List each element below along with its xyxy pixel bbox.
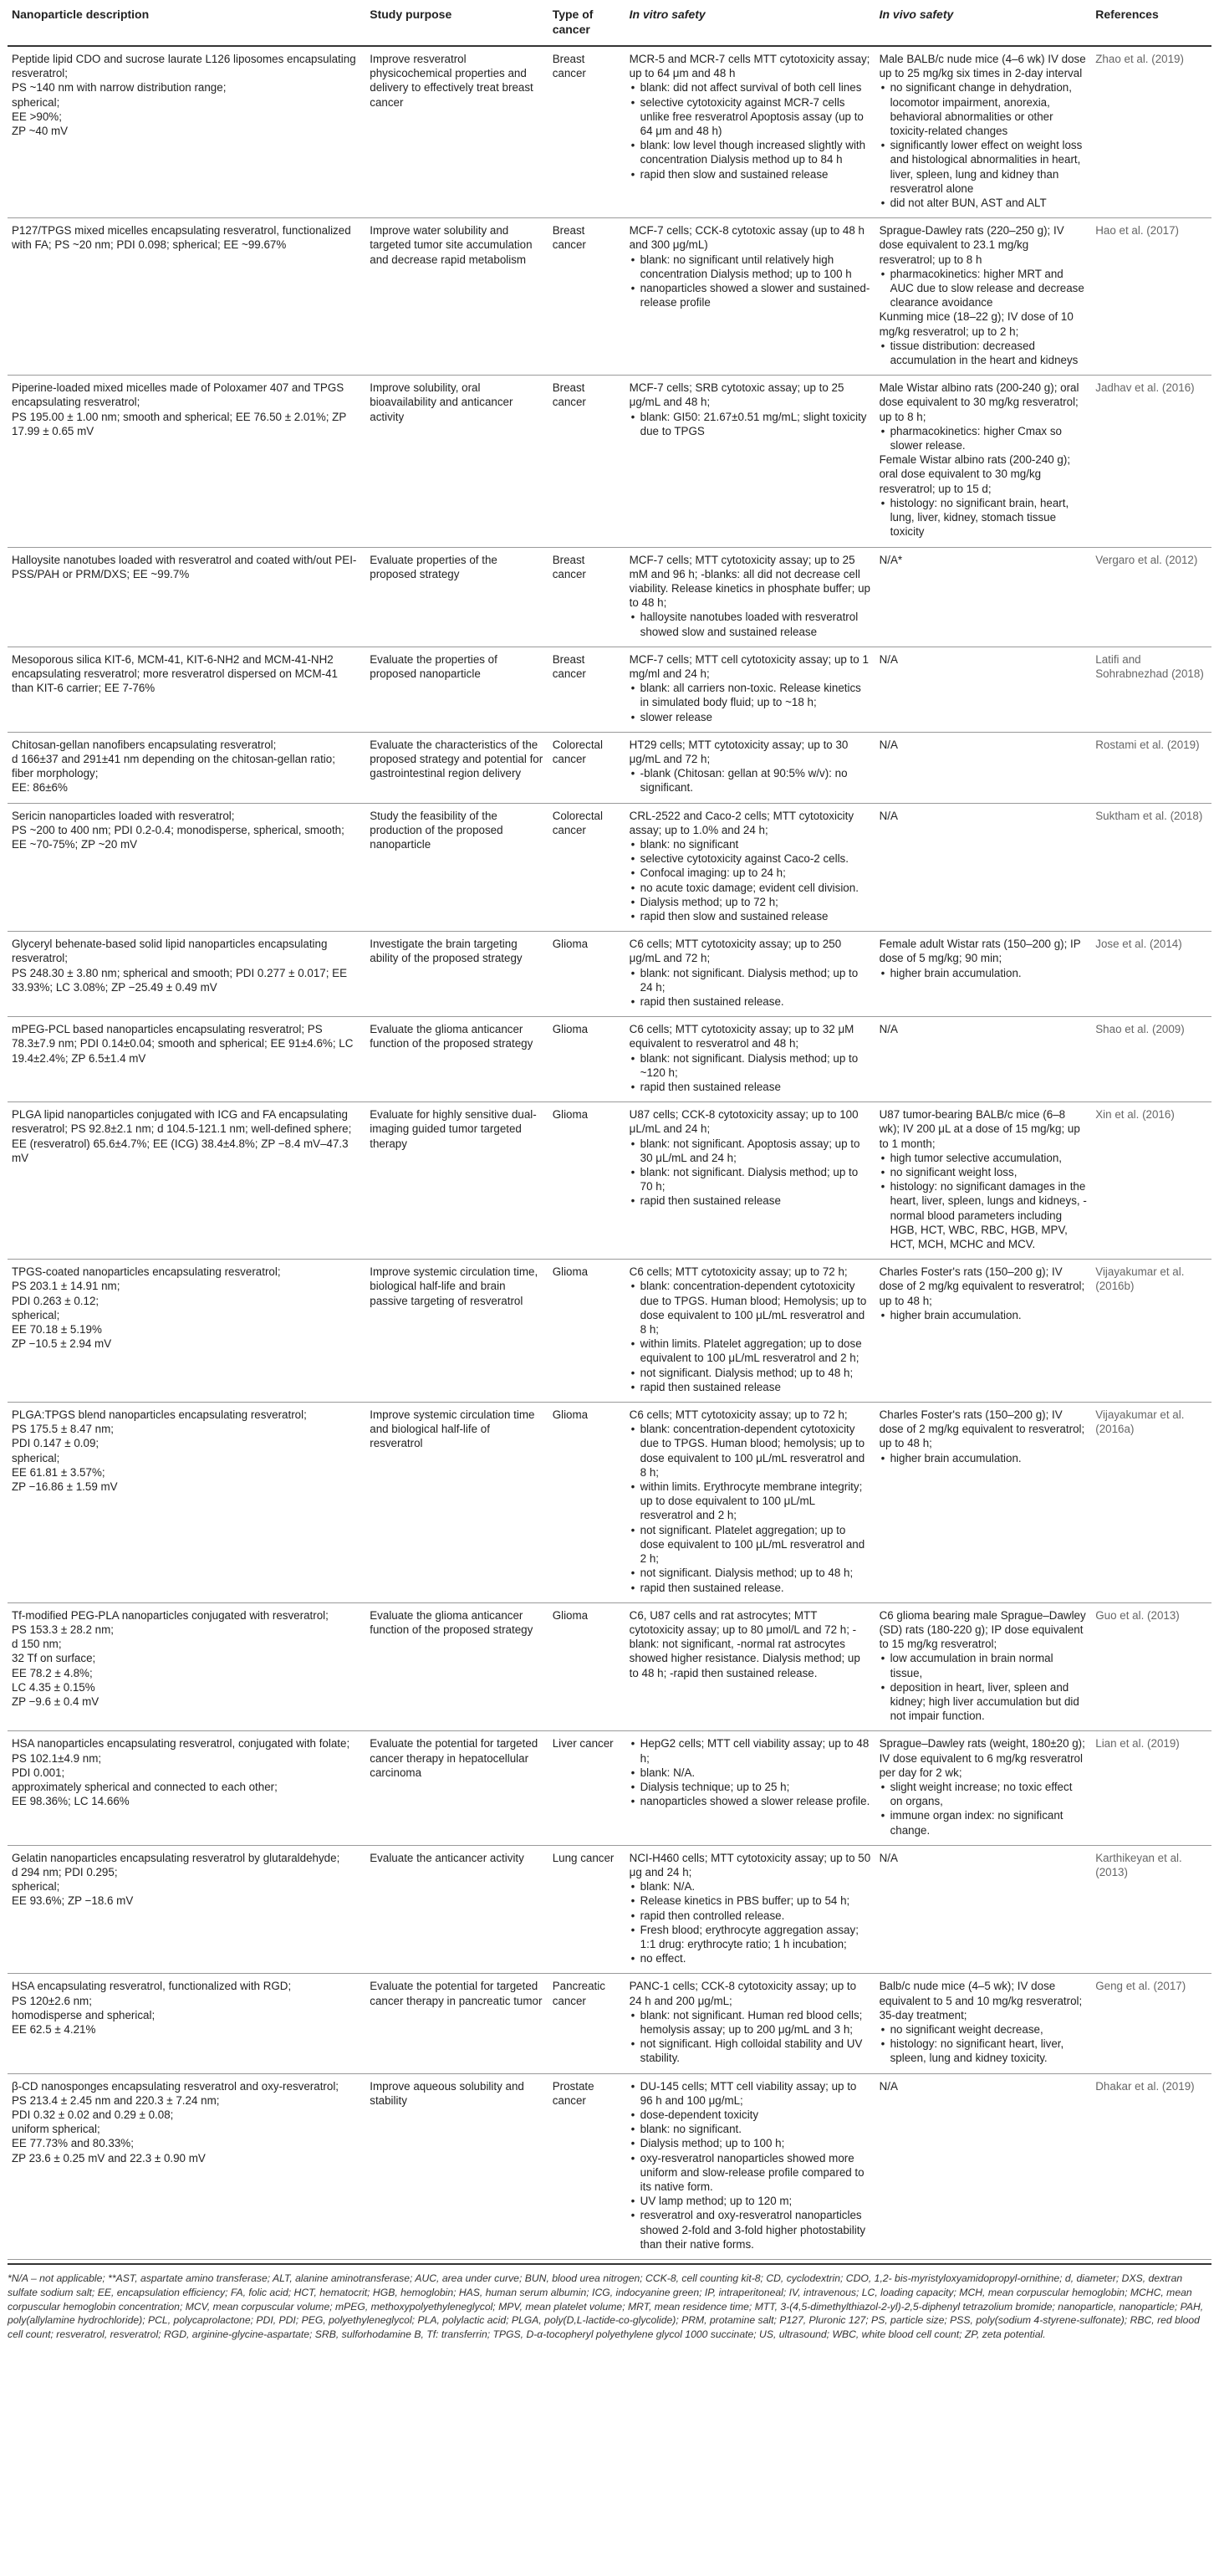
nanoparticle-safety-table xyxy=(8,0,1211,2260)
header-cancer-type: Type of cancer xyxy=(548,0,625,46)
description-line: LC 4.35 ± 0.15% xyxy=(12,1680,95,1694)
table-row xyxy=(8,218,1211,376)
in-vitro-bullet: • rapid then controlled release. xyxy=(630,1909,871,1923)
cell-in-vitro-safety xyxy=(625,1017,875,1102)
reference-link[interactable]: Dhakar et al. (2019) xyxy=(1091,2073,1211,2259)
in-vivo-text: N/A xyxy=(879,652,898,666)
description-line: homodisperse and spherical; xyxy=(12,2008,156,2021)
in-vivo-bullet: • did not alter BUN, AST and ALT xyxy=(880,196,1088,210)
in-vivo-bullet: • pharmacokinetics: higher Cmax so slower release. xyxy=(880,424,1088,452)
in-vitro-bullet: • Release kinetics in PBS buffer; up to 54 h; xyxy=(630,1894,871,1908)
in-vivo-text: Charles Foster's rats (150–200 g); IV dose of 2 mg/kg equivalent to resveratrol; up to 48 h; xyxy=(879,1265,1085,1307)
cell-description xyxy=(8,932,365,1017)
description-line: HSA nanoparticles encapsulating resveratrol, conjugated with folate; xyxy=(12,1737,350,1751)
cell-cancer-type: Glioma xyxy=(548,1602,625,1731)
description-line: spherical; xyxy=(12,1308,60,1321)
in-vivo-text: Male Wistar albino rats (200-240 g); oral dose equivalent to 30 mg/kg resveratrol; up to 8 h; xyxy=(879,381,1079,423)
header-in-vivo-safety: In vivo safety xyxy=(875,0,1092,46)
in-vivo-text: Sprague-Dawley rats (220–250 g); IV dose equivalent to 23.1 mg/kg resveratrol; up to 8 h xyxy=(879,224,1064,266)
in-vivo-text: Kunming mice (18–22 g); IV dose of 10 mg/kg resveratrol; up to 2 h; xyxy=(879,310,1074,338)
table-header xyxy=(8,0,1211,46)
description-line: ZP ~40 mV xyxy=(12,125,69,138)
header-description: Nanoparticle description xyxy=(8,0,365,46)
cell-study-purpose: Evaluate for highly sensitive dual-imaging guided tumor targeted therapy xyxy=(365,1102,548,1260)
in-vitro-bullet: • within limits. Erythrocyte membrane integrity; up to dose equivalent to 100 μL/mL resveratrol and 2 h; xyxy=(630,1480,871,1523)
description-line: Peptide lipid CDO and sucrose laurate L126 liposomes encapsulating resveratrol; xyxy=(12,53,356,80)
reference-link[interactable]: Latifi and Sohrabnezhad (2018) xyxy=(1091,647,1211,732)
description-line: P127/TPGS mixed micelles encapsulating resveratrol, functionalized with FA; PS ~20 nm; PDI 0.098; spherical; EE ~99.67% xyxy=(12,224,351,252)
description-line: PDI 0.263 ± 0.12; xyxy=(12,1294,99,1307)
table-row xyxy=(8,1260,1211,1403)
in-vivo-bullet: • histology: no significant brain, heart, lung, liver, kidney, stomach tissue toxicity xyxy=(880,496,1088,539)
cell-cancer-type: Prostate cancer xyxy=(548,2073,625,2259)
reference-link[interactable]: Shao et al. (2009) xyxy=(1091,1017,1211,1102)
cell-description xyxy=(8,1403,365,1603)
cell-study-purpose: Improve systemic circulation time, biological half-life and brain passive targeting of resveratrol xyxy=(365,1260,548,1403)
table-row xyxy=(8,1403,1211,1603)
description-line: PS 195.00 ± 1.00 nm; smooth and spherical; EE 76.50 ± 2.01%; ZP 17.99 ± 0.65 mV xyxy=(12,410,347,437)
in-vivo-bullet: • no significant weight decrease, xyxy=(880,2022,1088,2037)
in-vivo-text: Female Wistar albino rats (200-240 g); oral dose equivalent to 30 mg/kg resveratrol; up to 15 d; xyxy=(879,453,1071,495)
cell-in-vivo-safety xyxy=(875,547,1092,647)
cell-cancer-type: Glioma xyxy=(548,1017,625,1102)
in-vitro-bullet: • blank: not significant. Dialysis method; up to 70 h; xyxy=(630,1165,871,1193)
in-vivo-bullet: • no significant weight loss, xyxy=(880,1165,1088,1179)
description-line: PS 175.5 ± 8.47 nm; xyxy=(12,1423,114,1436)
in-vitro-bullet: • not significant. High colloidal stability and UV stability. xyxy=(630,2037,871,2065)
description-line: ZP −10.5 ± 2.94 mV xyxy=(12,1337,112,1351)
description-line: TPGS-coated nanoparticles encapsulating resveratrol; xyxy=(12,1265,281,1279)
table-row xyxy=(8,2073,1211,2259)
in-vivo-bullet: • higher brain accumulation. xyxy=(880,1308,1088,1322)
table-row xyxy=(8,1017,1211,1102)
in-vitro-text: PANC-1 cells; CCK-8 cytotoxicity assay; up to 24 h and 200 μg/mL; xyxy=(629,1980,857,2007)
description-line: PS 102.1±4.9 nm; xyxy=(12,1751,102,1765)
cell-study-purpose: Evaluate the glioma anticancer function of the proposed strategy xyxy=(365,1017,548,1102)
reference-link[interactable]: Jose et al. (2014) xyxy=(1091,932,1211,1017)
in-vitro-bullet: • rapid then sustained release. xyxy=(630,1581,871,1595)
description-line: Piperine-loaded mixed micelles made of Poloxamer 407 and TPGS encapsulating resveratrol; xyxy=(12,381,344,409)
table-row xyxy=(8,647,1211,732)
cell-study-purpose: Improve aqueous solubility and stability xyxy=(365,2073,548,2259)
in-vivo-bullet: • no significant change in dehydration, locomotor impairment, anorexia, behavioral abnormalities or other toxicity-related changes xyxy=(880,80,1088,138)
cell-description xyxy=(8,547,365,647)
description-line: EE 62.5 ± 4.21% xyxy=(12,2022,96,2036)
in-vitro-text: C6 cells; MTT cytotoxicity assay; up to 72 h; xyxy=(629,1265,848,1279)
in-vitro-bullet: • blank: concentration-dependent cytotoxicity due to TPGS. Human blood; hemolysis; up to dose equivalent to 100 μL/mL resveratrol and 8 h; xyxy=(630,1422,871,1480)
in-vitro-bullet: • blank: did not affect survival of both cell lines xyxy=(630,80,871,95)
cell-study-purpose: Evaluate the potential for targeted cancer therapy in hepatocellular carcinoma xyxy=(365,1731,548,1845)
in-vivo-bullet: • slight weight increase; no toxic effect on organs, xyxy=(880,1780,1088,1808)
cell-cancer-type: Glioma xyxy=(548,1403,625,1603)
description-line: PLGA:TPGS blend nanoparticles encapsulating resveratrol; xyxy=(12,1408,307,1422)
in-vivo-bullet: • significantly lower effect on weight loss and histological abnormalities in heart, liver, spleen, lung and kidney than resveratrol alone xyxy=(880,138,1088,196)
description-line: ZP −9.6 ± 0.4 mV xyxy=(12,1694,99,1708)
in-vitro-bullet: • rapid then slow and sustained release xyxy=(630,167,871,181)
cell-in-vitro-safety xyxy=(625,1731,875,1845)
in-vitro-bullet: • nanoparticles showed a slower release profile. xyxy=(630,1794,871,1808)
cell-cancer-type: Glioma xyxy=(548,932,625,1017)
table-row xyxy=(8,46,1211,218)
cell-cancer-type: Colorectal cancer xyxy=(548,803,625,932)
in-vitro-bullet: • rapid then sustained release. xyxy=(630,994,871,1009)
in-vitro-bullet: • DU-145 cells; MTT cell viability assay; up to 96 h and 100 μg/mL; xyxy=(630,2079,871,2108)
in-vitro-bullet: • blank: not significant. Apoptosis assay; up to 30 μL/mL and 24 h; xyxy=(630,1137,871,1165)
cell-in-vitro-safety xyxy=(625,932,875,1017)
cell-description xyxy=(8,376,365,547)
in-vitro-bullet: • not significant. Dialysis method; up to 48 h; xyxy=(630,1366,871,1380)
in-vitro-bullet: • nanoparticles showed a slower and sustained-release profile xyxy=(630,281,871,309)
description-line: PDI 0.32 ± 0.02 and 0.29 ± 0.08; xyxy=(12,2108,174,2121)
in-vivo-bullet: • histology: no significant heart, liver, spleen, lung and kidney toxicity. xyxy=(880,2037,1088,2065)
in-vitro-bullet: • blank: N/A. xyxy=(630,1766,871,1780)
in-vitro-bullet: • rapid then sustained release xyxy=(630,1080,871,1094)
table-row xyxy=(8,1974,1211,2073)
cell-description xyxy=(8,1102,365,1260)
description-line: fiber morphology; xyxy=(12,767,99,780)
in-vivo-bullet: • deposition in heart, liver, spleen and kidney; high liver accumulation but did not impair function. xyxy=(880,1680,1088,1724)
description-line: uniform spherical; xyxy=(12,2123,100,2136)
table-row xyxy=(8,1602,1211,1731)
cell-in-vivo-safety xyxy=(875,1260,1092,1403)
description-line: PLGA lipid nanoparticles conjugated with ICG and FA encapsulating resveratrol; PS 92.8±2.1 nm; d 104.5-121.1 nm; well-defined sphere; EE (resveratrol) 65.6±4.7%; EE (ICG) 38.4±4.8%; ZP −8.4 mV–47.3 mV xyxy=(12,1108,352,1164)
cell-description xyxy=(8,803,365,932)
in-vivo-text: Charles Foster's rats (150–200 g); IV dose of 2 mg/kg equivalent to resveratrol; up to 48 h; xyxy=(879,1408,1085,1450)
cell-in-vivo-safety xyxy=(875,2073,1092,2259)
cell-in-vitro-safety xyxy=(625,803,875,932)
in-vitro-bullet: • rapid then sustained release xyxy=(630,1380,871,1394)
table-row xyxy=(8,803,1211,932)
cell-description xyxy=(8,1602,365,1731)
reference-link[interactable]: Vergaro et al. (2012) xyxy=(1091,547,1211,647)
cell-in-vitro-safety xyxy=(625,2073,875,2259)
description-line: Sericin nanoparticles loaded with resveratrol; xyxy=(12,809,235,822)
description-line: PS ~200 to 400 nm; PDI 0.2-0.4; monodisperse, spherical, smooth; EE ~70-75%; ZP ~20 mV xyxy=(12,823,344,851)
description-line: Gelatin nanoparticles encapsulating resveratrol by glutaraldehyde; xyxy=(12,1851,340,1864)
description-line: β-CD nanosponges encapsulating resveratrol and oxy-resveratrol; xyxy=(12,2079,339,2093)
cell-study-purpose: Investigate the brain targeting ability of the proposed strategy xyxy=(365,932,548,1017)
cell-in-vivo-safety xyxy=(875,647,1092,732)
in-vitro-text: C6 cells; MTT cytotoxicity assay; up to 32 μM equivalent to resveratrol and 48 h; xyxy=(629,1023,854,1050)
cell-in-vitro-safety xyxy=(625,1845,875,1974)
in-vitro-bullet: • UV lamp method; up to 120 m; xyxy=(630,2194,871,2208)
cell-description xyxy=(8,1845,365,1974)
reference-link[interactable]: Guo et al. (2013) xyxy=(1091,1602,1211,1731)
description-line: EE >90%; xyxy=(12,110,62,123)
table-row xyxy=(8,732,1211,803)
description-line: ZP 23.6 ± 0.25 mV and 22.3 ± 0.90 mV xyxy=(12,2151,206,2165)
cell-description xyxy=(8,732,365,803)
description-line: EE 93.6%; ZP −18.6 mV xyxy=(12,1894,134,1908)
in-vivo-text: Balb/c nude mice (4–5 wk); IV dose equivalent to 5 and 10 mg/kg resveratrol; 35-day treatment; xyxy=(879,1980,1083,2021)
in-vitro-bullet: • not significant. Platelet aggregation; up to dose equivalent to 100 μL/mL resveratrol and 2 h; xyxy=(630,1523,871,1567)
header-study-purpose: Study purpose xyxy=(365,0,548,46)
reference-link[interactable]: Vijayakumar et al. (2016b) xyxy=(1091,1260,1211,1403)
description-line: spherical; xyxy=(12,1451,60,1464)
in-vitro-bullet: • selective cytotoxicity against Caco-2 cells. xyxy=(630,851,871,866)
cell-study-purpose: Evaluate the potential for targeted cancer therapy in pancreatic tumor xyxy=(365,1974,548,2073)
in-vivo-text: C6 glioma bearing male Sprague–Dawley (SD) rats (180-220 g); IP dose equivalent to 15 mg/kg resveratrol; xyxy=(879,1608,1086,1651)
description-line: PS 153.3 ± 28.2 nm; xyxy=(12,1623,114,1636)
in-vitro-bullet: • no effect. xyxy=(630,1951,871,1965)
description-line: EE 98.36%; LC 14.66% xyxy=(12,1795,130,1808)
in-vivo-text: Female adult Wistar rats (150–200 g); IP dose of 5 mg/kg; 90 min; xyxy=(879,938,1081,965)
in-vitro-bullet: • blank: no significant. xyxy=(630,2122,871,2136)
in-vitro-bullet: • selective cytotoxicity against MCR-7 cells unlike free resveratrol Apoptosis assay (up to 64 μm and 48 h) xyxy=(630,95,871,139)
in-vitro-text: MCF-7 cells; SRB cytotoxic assay; up to 25 μg/mL and 48 h; xyxy=(629,381,844,409)
in-vivo-text: Male BALB/c nude mice (4–6 wk) IV dose up to 25 mg/kg six times in 2-day interval xyxy=(879,53,1086,80)
in-vitro-bullet: • halloysite nanotubes loaded with resveratrol showed slow and sustained release xyxy=(630,610,871,638)
cell-study-purpose: Improve solubility, oral bioavailability and anticancer activity xyxy=(365,376,548,547)
description-line: 32 Tf on surface; xyxy=(12,1652,96,1665)
description-line: d 166±37 and 291±41 nm depending on the chitosan-gellan ratio; xyxy=(12,752,335,765)
in-vitro-bullet: • blank: all carriers non-toxic. Release kinetics in simulated body fluid; up to ~18 h; xyxy=(630,681,871,709)
description-line: PS ~140 nm with narrow distribution range; xyxy=(12,81,227,95)
in-vitro-bullet: • not significant. Dialysis method; up to 48 h; xyxy=(630,1566,871,1580)
reference-link[interactable]: Suktham et al. (2018) xyxy=(1091,803,1211,932)
reference-link[interactable]: Karthikeyan et al. (2013) xyxy=(1091,1845,1211,1974)
cell-study-purpose: Evaluate the anticancer activity xyxy=(365,1845,548,1974)
in-vivo-text: N/A xyxy=(879,738,898,751)
cell-study-purpose: Improve resveratrol physicochemical properties and delivery to effectively treat breast cancer xyxy=(365,46,548,218)
table-row xyxy=(8,376,1211,547)
description-line: PDI 0.001; xyxy=(12,1766,65,1779)
description-line: PS 248.30 ± 3.80 nm; spherical and smooth; PDI 0.277 ± 0.017; EE 33.93%; LC 3.08%; ZP −25.49 ± 0.49 mV xyxy=(12,966,348,994)
in-vivo-bullet: • immune organ index: no significant change. xyxy=(880,1808,1088,1837)
in-vitro-bullet: • -blank (Chitosan: gellan at 90:5% w/v): no significant. xyxy=(630,766,871,795)
in-vitro-text: MCF-7 cells; MTT cytotoxicity assay; up to 25 mM and 96 h; -blanks: all did not decrease cell viability. Release kinetics in phosphate buffer; up to 48 h; xyxy=(629,553,870,610)
cell-description xyxy=(8,46,365,218)
in-vivo-bullet: • histology: no significant damages in the heart, liver, spleen, lungs and kidneys, -normal blood parameters including HGB, HCT, WBC, RBC, HGB, MPV, HCT, MCH, MCHC and MCV. xyxy=(880,1179,1088,1251)
description-line: ZP −16.86 ± 1.59 mV xyxy=(12,1480,118,1494)
cell-in-vivo-safety xyxy=(875,1102,1092,1260)
description-line: PS 120±2.6 nm; xyxy=(12,1994,92,2007)
cell-in-vitro-safety xyxy=(625,732,875,803)
table-body xyxy=(8,46,1211,2260)
cell-in-vitro-safety xyxy=(625,218,875,376)
in-vivo-text: N/A xyxy=(879,809,898,822)
cell-in-vivo-safety xyxy=(875,1403,1092,1603)
reference-link[interactable]: Lian et al. (2019) xyxy=(1091,1731,1211,1845)
in-vitro-bullet: • rapid then sustained release xyxy=(630,1193,871,1208)
cell-study-purpose: Improve water solubility and targeted tumor site accumulation and decrease rapid metabolism xyxy=(365,218,548,376)
in-vitro-bullet: • dose-dependent toxicity xyxy=(630,2108,871,2122)
cell-in-vitro-safety xyxy=(625,1403,875,1603)
in-vivo-text: N/A xyxy=(879,2079,898,2093)
in-vitro-text: CRL-2522 and Caco-2 cells; MTT cytotoxicity assay; up to 1.0% and 24 h; xyxy=(629,809,854,836)
in-vitro-bullet: • Dialysis method; up to 100 h; xyxy=(630,2136,871,2150)
in-vitro-text: C6 cells; MTT cytotoxicity assay; up to 72 h; xyxy=(629,1408,848,1422)
cell-cancer-type: Colorectal cancer xyxy=(548,732,625,803)
table-row xyxy=(8,932,1211,1017)
table-footnote: *N/A – not applicable; **AST, aspartate amino transferase; ALT, alanine aminotransferase; AUC, area under curve; BUN, blood urea nitrogen; CCK-8, cell counting kit-8; CD, cyclodextrin; CDO, 1,2- bis-myristyloxyamidopropyl-ornithine; d, diameter; DXS, dextran sulfate sodium salt; EE, encapsulation efficiency; FA, folic acid; HCT, hematocrit; HGB, hemoglobin; HAS, human serum albumin; ICG, indocyanine green; IP, intraperitoneal; IV, intravenous; LC, loading capacity; MCH, mean corpuscular hemoglobin; MCHC, mean corpuscular hemoglobin concentration; MCV, mean corpuscular volume; mPEG, methoxypolyethyleneglycol; MPV, mean platelet volume; MRT, mean residence time; MTT, 3-(4,5-dimethylthiazol-2-yl)-2,5-diphenyl tetrazolium bromide; nanoparticle, nanoparticle; PAH, poly(allylamine hydrochloride); PCL, polycaprolactone; PDI, PDI; PEG, polyethyleneglycol; PLA, polylactic acid; PLGA, poly(D,L-lactide-co-glycolide); PRM, protamine salt; P127, Pluronic 127; PS, particle size; PSS, poly(sodium 4-styrene-sulfonate); RBC, red blood cell count; resveratrol, resveratrol; RGD, arginine-glycine-aspartate; SRB, sulforhodamine B, Tf: transferrin; TPGS, D-α-tocopheryl polyethylene glycol 1000 succinate; US, ultrasound; WBC, white blood cell count; ZP, zeta potential. xyxy=(8,2263,1211,2342)
cell-description xyxy=(8,218,365,376)
cell-cancer-type: Pancreatic cancer xyxy=(548,1974,625,2073)
cell-in-vivo-safety xyxy=(875,732,1092,803)
description-line: EE 77.73% and 80.33%; xyxy=(12,2137,134,2150)
reference-link[interactable]: Xin et al. (2016) xyxy=(1091,1102,1211,1260)
cell-study-purpose: Evaluate the characteristics of the proposed strategy and potential for gastrointestinal region delivery xyxy=(365,732,548,803)
description-line: approximately spherical and connected to each other; xyxy=(12,1780,278,1793)
cell-description xyxy=(8,1731,365,1845)
in-vivo-text: U87 tumor-bearing BALB/c mice (6–8 wk); IV 200 μL at a dose of 15 mg/kg; up to 1 month; xyxy=(879,1108,1080,1150)
in-vitro-bullet: • blank: GI50: 21.67±0.51 mg/mL; slight toxicity due to TPGS xyxy=(630,410,871,438)
in-vitro-bullet: • Fresh blood; erythrocyte aggregation assay; 1:1 drug: erythrocyte ratio; 1 h incubation; xyxy=(630,1923,871,1951)
description-line: spherical; xyxy=(12,1880,60,1894)
in-vitro-bullet: • rapid then slow and sustained release xyxy=(630,909,871,923)
cell-cancer-type: Lung cancer xyxy=(548,1845,625,1974)
cell-cancer-type: Liver cancer xyxy=(548,1731,625,1845)
in-vivo-text: Sprague–Dawley rats (weight, 180±20 g); IV dose equivalent to 6 mg/kg resveratrol per day for 2 wk; xyxy=(879,1737,1085,1779)
in-vitro-text: MCF-7 cells; CCK-8 cytotoxic assay (up to 48 h and 300 μg/mL) xyxy=(629,224,865,252)
description-line: PS 203.1 ± 14.91 nm; xyxy=(12,1280,120,1293)
description-line: PS 213.4 ± 2.45 nm and 220.3 ± 7.24 nm; xyxy=(12,2093,220,2107)
in-vitro-bullet: • blank: not significant. Dialysis method; up to 24 h; xyxy=(630,966,871,994)
in-vitro-bullet: • within limits. Platelet aggregation; up to dose equivalent to 100 μL/mL resveratrol and 2 h; xyxy=(630,1337,871,1365)
description-line: d 294 nm; PDI 0.295; xyxy=(12,1865,118,1878)
cell-description xyxy=(8,2073,365,2259)
cell-study-purpose: Improve systemic circulation time and biological half-life of resveratrol xyxy=(365,1403,548,1603)
in-vitro-bullet: • HepG2 cells; MTT cell viability assay; up to 48 h; xyxy=(630,1736,871,1765)
cell-description xyxy=(8,1017,365,1102)
in-vitro-bullet: • blank: no significant until relatively high concentration Dialysis method; up to 100 h xyxy=(630,253,871,281)
in-vitro-text: HT29 cells; MTT cytotoxicity assay; up to 30 μg/mL and 72 h; xyxy=(629,738,849,765)
in-vitro-bullet: • blank: N/A. xyxy=(630,1879,871,1894)
in-vitro-text: NCI-H460 cells; MTT cytotoxicity assay; up to 50 μg and 24 h; xyxy=(629,1851,871,1878)
table-row xyxy=(8,1731,1211,1845)
reference-link[interactable]: Hao et al. (2017) xyxy=(1091,218,1211,376)
in-vitro-text: U87 cells; CCK-8 cytotoxicity assay; up to 100 μL/mL and 24 h; xyxy=(629,1108,859,1136)
in-vivo-bullet: • high tumor selective accumulation, xyxy=(880,1151,1088,1165)
in-vitro-bullet: • oxy-resveratrol nanoparticles showed more uniform and slow-release profile compared to its native form. xyxy=(630,2151,871,2195)
reference-link[interactable]: Zhao et al. (2019) xyxy=(1091,46,1211,218)
cell-cancer-type: Breast cancer xyxy=(548,46,625,218)
description-line: PDI 0.147 ± 0.09; xyxy=(12,1437,99,1450)
description-line: d 150 nm; xyxy=(12,1638,62,1651)
in-vitro-text: C6, U87 cells and rat astrocytes; MTT cytotoxicity assay; up to 80 μmol/L and 72 h; -blank: not significant, -normal rat astrocytes showed higher resistance. Dialysis method; up to 48 h; -rapid then sustained release. xyxy=(629,1608,860,1679)
cell-in-vitro-safety xyxy=(625,647,875,732)
cell-cancer-type: Glioma xyxy=(548,1102,625,1260)
in-vitro-bullet: • Confocal imaging: up to 24 h; xyxy=(630,866,871,880)
in-vitro-text: MCR-5 and MCR-7 cells MTT cytotoxicity assay; up to 64 μm and 48 h xyxy=(629,53,870,80)
cell-cancer-type: Breast cancer xyxy=(548,547,625,647)
cell-study-purpose: Evaluate the glioma anticancer function of the proposed strategy xyxy=(365,1602,548,1731)
in-vitro-bullet: • blank: no significant xyxy=(630,837,871,851)
in-vivo-bullet: • tissue distribution: decreased accumulation in the heart and kidneys xyxy=(880,339,1088,367)
description-line: EE 78.2 ± 4.8%; xyxy=(12,1666,93,1679)
in-vitro-bullet: • resveratrol and oxy-resveratrol nanoparticles showed 2-fold and 3-fold higher photostability than their native forms. xyxy=(630,2208,871,2251)
reference-link[interactable]: Rostami et al. (2019) xyxy=(1091,732,1211,803)
cell-in-vivo-safety xyxy=(875,218,1092,376)
table-row xyxy=(8,1845,1211,1974)
description-line: Halloysite nanotubes loaded with resveratrol and coated with/out PEI-PSS/PAH or PRM/DXS; EE ~99.7% xyxy=(12,553,357,580)
table-row xyxy=(8,547,1211,647)
in-vitro-bullet: • Dialysis technique; up to 25 h; xyxy=(630,1780,871,1794)
in-vitro-bullet: • blank: not significant. Dialysis method; up to ~120 h; xyxy=(630,1051,871,1080)
cell-study-purpose: Study the feasibility of the production of the proposed nanoparticle xyxy=(365,803,548,932)
cell-in-vitro-safety xyxy=(625,1102,875,1260)
reference-link[interactable]: Vijayakumar et al. (2016a) xyxy=(1091,1403,1211,1603)
cell-cancer-type: Breast cancer xyxy=(548,218,625,376)
in-vivo-bullet: • low accumulation in brain normal tissue, xyxy=(880,1651,1088,1679)
in-vitro-text: MCF-7 cells; MTT cell cytotoxicity assay; up to 1 mg/ml and 24 h; xyxy=(629,652,869,680)
description-line: Mesoporous silica KIT-6, MCM-41, KIT-6-NH2 and MCM-41-NH2 encapsulating resveratrol; more resveratrol dispersed on MCM-41 than KIT-6 carrier; EE 7-76% xyxy=(12,652,338,695)
cell-in-vitro-safety xyxy=(625,547,875,647)
reference-link[interactable]: Geng et al. (2017) xyxy=(1091,1974,1211,2073)
cell-study-purpose: Evaluate the properties of proposed nanoparticle xyxy=(365,647,548,732)
description-line: spherical; xyxy=(12,95,60,109)
in-vivo-bullet: • higher brain accumulation. xyxy=(880,1451,1088,1465)
in-vitro-bullet: • no acute toxic damage; evident cell division. xyxy=(630,881,871,895)
description-line: HSA encapsulating resveratrol, functionalized with RGD; xyxy=(12,1980,292,1993)
cell-in-vitro-safety xyxy=(625,1260,875,1403)
in-vivo-text: N/A xyxy=(879,1851,898,1864)
description-line: EE: 86±6% xyxy=(12,781,68,795)
cell-in-vivo-safety xyxy=(875,1845,1092,1974)
cell-in-vivo-safety xyxy=(875,1602,1092,1731)
description-line: EE 70.18 ± 5.19% xyxy=(12,1323,102,1337)
in-vivo-bullet: • higher brain accumulation. xyxy=(880,966,1088,980)
in-vitro-bullet: • blank: not significant. Human red blood cells; hemolysis assay; up to 200 μg/mL and 3 h; xyxy=(630,2008,871,2037)
cell-cancer-type: Breast cancer xyxy=(548,376,625,547)
in-vivo-text: N/A* xyxy=(879,553,903,566)
in-vitro-text: C6 cells; MTT cytotoxicity assay; up to 250 μg/mL and 72 h; xyxy=(629,938,842,965)
in-vivo-text: N/A xyxy=(879,1023,898,1036)
description-line: mPEG-PCL based nanoparticles encapsulating resveratrol; PS 78.3±7.9 nm; PDI 0.14±0.04; smooth and spherical; EE 91±4.6%; LC 19.4±2.4%; ZP 6.5±1.4 mV xyxy=(12,1023,354,1065)
cell-in-vivo-safety xyxy=(875,932,1092,1017)
cell-in-vivo-safety xyxy=(875,46,1092,218)
cell-in-vitro-safety xyxy=(625,1974,875,2073)
header-in-vitro-safety: In vitro safety xyxy=(625,0,875,46)
table-container xyxy=(8,0,1211,2342)
cell-study-purpose: Evaluate properties of the proposed strategy xyxy=(365,547,548,647)
cell-description xyxy=(8,1974,365,2073)
cell-cancer-type: Glioma xyxy=(548,1260,625,1403)
cell-cancer-type: Breast cancer xyxy=(548,647,625,732)
description-line: Tf-modified PEG-PLA nanoparticles conjugated with resveratrol; xyxy=(12,1608,329,1622)
cell-in-vitro-safety xyxy=(625,1602,875,1731)
description-line: Chitosan-gellan nanofibers encapsulating resveratrol; xyxy=(12,738,277,751)
cell-description xyxy=(8,647,365,732)
reference-link[interactable]: Jadhav et al. (2016) xyxy=(1091,376,1211,547)
cell-in-vivo-safety xyxy=(875,376,1092,547)
in-vivo-bullet: • pharmacokinetics: higher MRT and AUC due to slow release and decrease clearance avoidance xyxy=(880,267,1088,310)
description-line: EE 61.81 ± 3.57%; xyxy=(12,1465,105,1479)
in-vitro-bullet: • blank: concentration-dependent cytotoxicity due to TPGS. Human blood; Hemolysis; up to dose equivalent to 100 μL/mL resveratrol and 8 h; xyxy=(630,1279,871,1337)
cell-in-vitro-safety xyxy=(625,46,875,218)
cell-in-vivo-safety xyxy=(875,1017,1092,1102)
cell-in-vivo-safety xyxy=(875,803,1092,932)
cell-in-vitro-safety xyxy=(625,376,875,547)
in-vitro-bullet: • blank: low level though increased slightly with concentration Dialysis method up to 84 h xyxy=(630,138,871,166)
header-references: References xyxy=(1091,0,1211,46)
cell-in-vivo-safety xyxy=(875,1974,1092,2073)
table-row xyxy=(8,1102,1211,1260)
in-vitro-bullet: • slower release xyxy=(630,710,871,724)
cell-description xyxy=(8,1260,365,1403)
in-vitro-bullet: • Dialysis method; up to 72 h; xyxy=(630,895,871,909)
cell-in-vivo-safety xyxy=(875,1731,1092,1845)
description-line: Glyceryl behenate-based solid lipid nanoparticles encapsulating resveratrol; xyxy=(12,938,328,965)
